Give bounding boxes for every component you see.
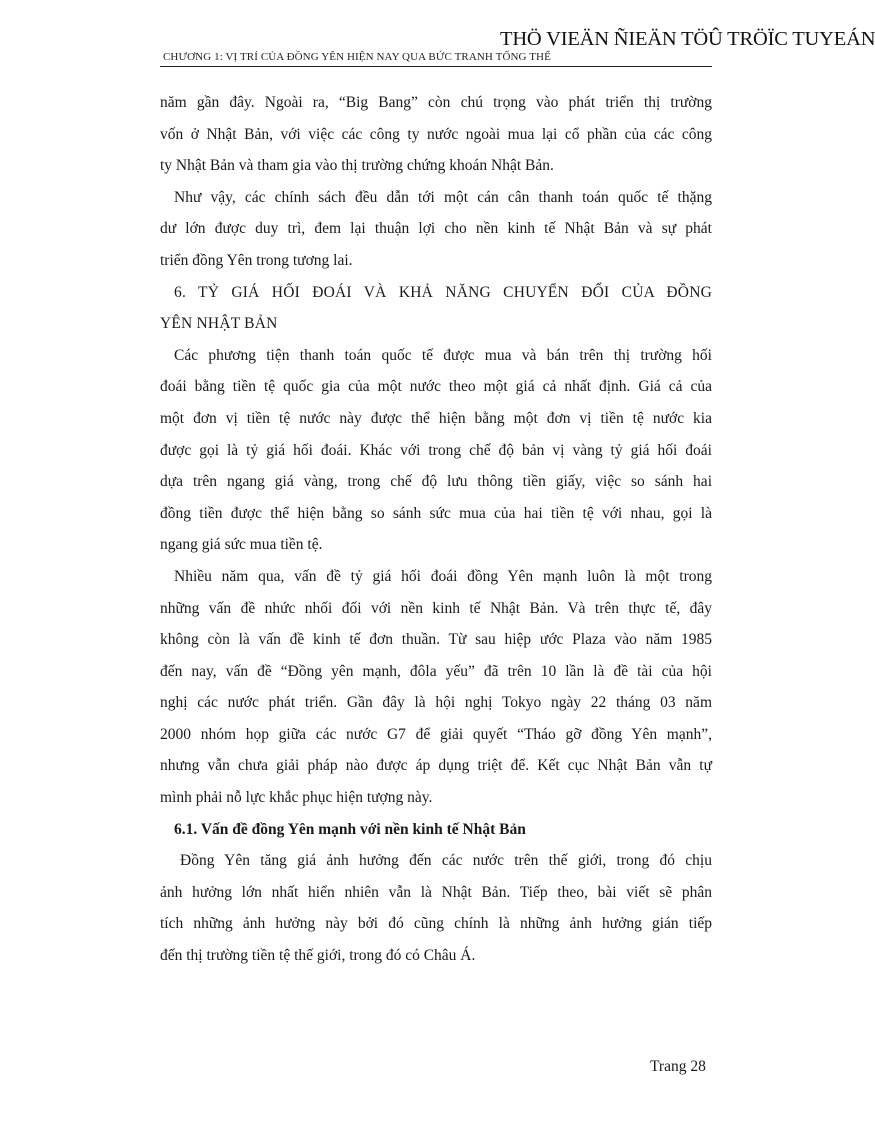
body-line: được gọi là tỷ giá hối đoái. Khác với trong chế độ bản vị vàng tỷ giá hối đoái [160,441,712,459]
body-line: một đơn vị tiền tệ nước này được thể hiện bằng một đơn vị tiền tệ nước kia [160,409,712,427]
body-line: đến nay, vấn đề “Đồng yên mạnh, đôla yếu” đã trên 10 lần là đề tài của hội [160,662,712,680]
header-divider [160,66,712,67]
page-number: Trang 28 [650,1058,706,1075]
body-line: Nhiều năm qua, vấn đề tỷ giá hối đoái đồng Yên mạnh luôn là một trong [174,567,712,585]
body-line: năm gần đây. Ngoài ra, “Big Bang” còn chú trọng vào phát triển thị trường [160,94,712,111]
body-line: dựa trên ngang giá vàng, trong chế độ lưu thông tiền giấy, việc so sánh hai [160,473,712,491]
body-line: ảnh hưởng lớn nhất hiển nhiên vẫn là Nhật Bản. Tiếp theo, bài viết sẽ phân [160,883,712,901]
section-heading-continued: YÊN NHẬT BẢN [160,315,278,333]
body-line: dư lớn được duy trì, đem lại thuận lợi cho nền kinh tế Nhật Bản và sự phát [160,220,712,238]
body-line: ty Nhật Bản và tham gia vào thị trường chứng khoán Nhật Bản. [160,157,554,175]
body-line: Các phương tiện thanh toán quốc tế được mua và bán trên thị trường hối [174,346,712,364]
section-heading: 6. TỶ GIÁ HỐI ĐOÁI VÀ KHẢ NĂNG CHUYỂN ĐỔI CỦA ĐỒNG [174,283,712,301]
body-line: đến thị trường tiền tệ thế giới, trong đó có Châu Á. [160,947,476,965]
chapter-header: CHƯƠNG 1: VỊ TRÍ CỦA ĐỒNG YÊN HIỆN NAY QUA BỨC TRANH TỔNG THỂ [163,51,551,63]
body-line: 2000 nhóm họp giữa các nước G7 để giải quyết “Tháo gỡ đồng Yên mạnh”, [160,725,712,743]
page-body [160,87,712,972]
body-line: triển đồng Yên trong tương lai. [160,251,353,269]
body-line: tích những ảnh hưởng này bởi đó cũng chính là những ảnh hưởng gián tiếp [160,915,712,933]
body-line: Đồng Yên tăng giá ảnh hưởng đến các nước trên thế giới, trong đó chịu [180,852,712,870]
body-line: nghị các nước phát triển. Gần đây là hội nghị Tokyo ngày 22 tháng 03 năm [160,694,712,712]
body-line: ngang giá sức mua tiền tệ. [160,536,323,554]
subsection-heading: 6.1. Vấn đề đồng Yên mạnh với nền kinh tế Nhật Bản [174,820,526,838]
body-line: đồng tiền được thể hiện bằng so sánh sức mua của hai tiền tệ với nhau, gọi là [160,504,712,522]
watermark-text: THÖ VIEÄN ÑIEÄN TÖÛ TRÖÏC TUYEÁN [500,28,875,50]
body-line: mình phải nỗ lực khắc phục hiện tượng này. [160,789,433,807]
body-line: nhưng vẫn chưa giải pháp nào được áp dụng triệt để. Kết cục Nhật Bản vẫn tự [160,757,712,775]
body-line: những vấn đề nhức nhối đối với nền kinh tế Nhật Bản. Và trên thực tế, đây [160,599,712,617]
body-line: đoái bằng tiền tệ quốc gia của một nước theo một giá cả nhất định. Giá cả của [160,378,712,396]
body-line: Như vậy, các chính sách đều dẫn tới một cán cân thanh toán quốc tế thặng [174,188,712,206]
body-line: không còn là vấn đề kinh tế đơn thuần. Từ sau hiệp ước Plaza vào năm 1985 [160,631,712,649]
body-line: vốn ở Nhật Bản, với việc các công ty nước ngoài mua lại cổ phần của các công [160,125,712,143]
